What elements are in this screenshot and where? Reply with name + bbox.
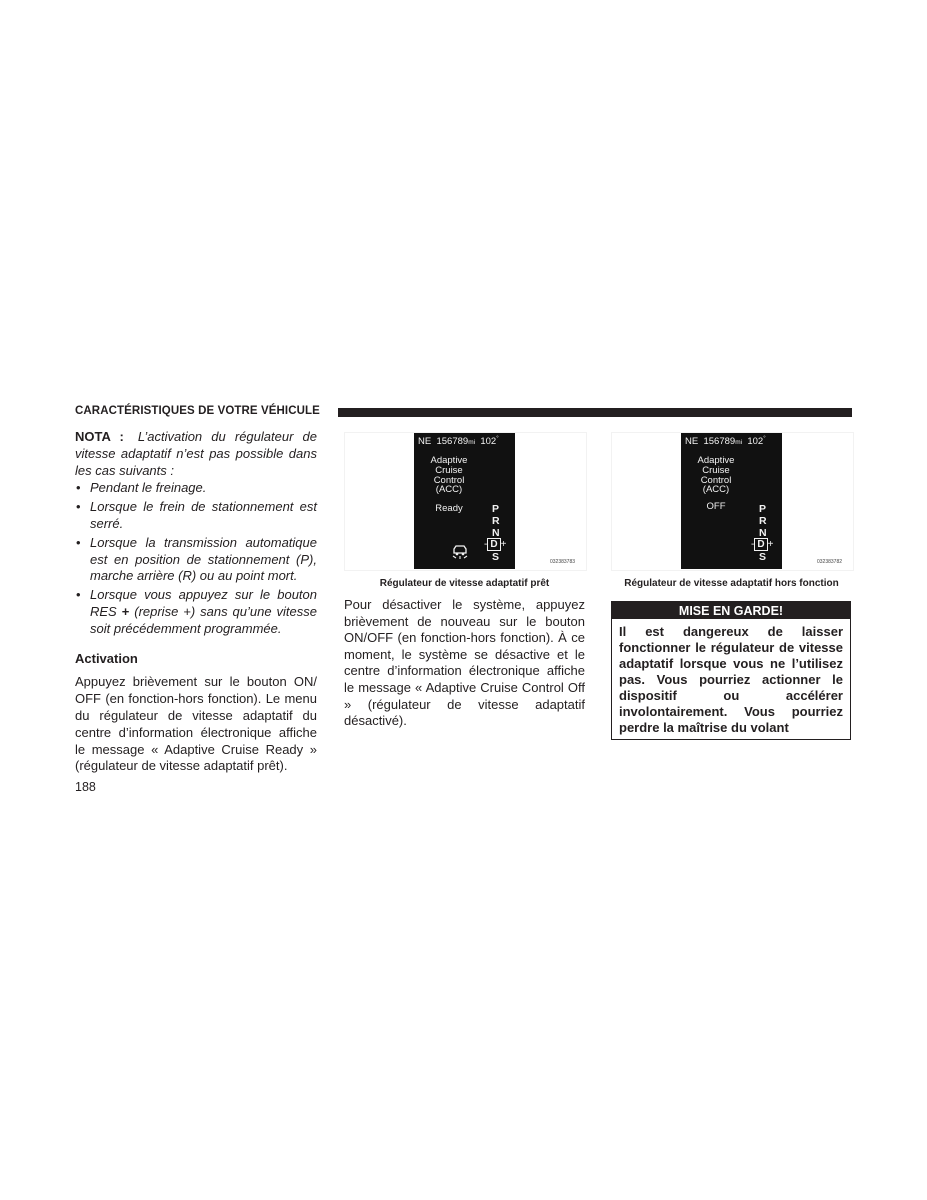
acc-line: Cruise [435, 464, 463, 476]
plus-symbol: + [121, 603, 130, 619]
gear-d: D [487, 538, 500, 551]
compass-heading: NE [685, 436, 699, 447]
gear-r: R [759, 515, 767, 527]
warning-title: MISE EN GARDE! [612, 602, 850, 619]
temperature-value: 102 [480, 436, 497, 447]
odometer-value: 156789 [703, 436, 736, 447]
gear-r: R [492, 515, 500, 527]
acc-label [681, 456, 751, 495]
list-item: • Lorsque le frein de stationnement est serré. [75, 499, 317, 533]
image-caption-ready: Régulateur de vitesse adaptatif prêt [379, 578, 550, 589]
note-label: NOTA : [75, 429, 124, 444]
gear-n: N [759, 527, 767, 539]
acc-line: Control [433, 474, 465, 486]
image-code: 032383782 [817, 559, 843, 565]
cluster-display-image-ready [344, 432, 587, 571]
list-item-text-end: (reprise +) sans qu’une vitesse soit précédemment programmée. [90, 603, 317, 636]
list-item [75, 587, 317, 637]
activation-heading: Activation [75, 650, 138, 666]
gear-d-indicator [484, 539, 506, 550]
page-number: 188 [75, 780, 96, 794]
acc-line: (ACC) [435, 484, 463, 496]
acc-line: Adaptive [697, 455, 735, 466]
compass-heading: NE [418, 436, 432, 447]
odometer-value: 156789 [436, 436, 469, 447]
gear-plus: + [767, 539, 774, 550]
status-line [685, 436, 766, 447]
cluster-display-image-off [611, 432, 854, 571]
note-text: L’activation du régulateur de vitesse adaptatif n’est pas possible dans les cas suivants : [75, 429, 317, 478]
cluster-screen [681, 433, 782, 569]
gear-minus: - [484, 539, 488, 550]
warning-box [611, 601, 851, 740]
acc-label [414, 456, 484, 495]
gear-s: S [759, 551, 767, 563]
image-caption-off: Régulateur de vitesse adaptatif hors fonction [624, 578, 839, 589]
gear-p: P [759, 503, 767, 515]
acc-state-text: OFF [706, 501, 726, 512]
list-item: • Lorsque la transmission automatique est en position de stationnement (P), marche arrière (R) ou au point mort. [75, 535, 317, 585]
warning-text: Il est dangereux de laisser fonctionner le régulateur de vitesse adaptatif lorsque vous ne l’utilisez pas. Vous pourriez actionner le dispositif ou accélérer involontairement. Vous pourriez perdre la maîtrise du volant [619, 624, 843, 735]
gear-d-indicator [751, 539, 773, 550]
gear-plus: + [500, 539, 507, 550]
gear-p: P [492, 503, 500, 515]
condition-list [75, 480, 317, 637]
section-title: CARACTÉRISTIQUES DE VOTRE VÉHICULE [75, 405, 320, 417]
status-line [418, 436, 499, 447]
activation-paragraph: Appuyez brièvement sur le bouton ON/ OFF (en fonction-hors fonction). Le menu du régulateur de vitesse adaptatif du centre d’information électronique affiche le message « Adaptive Cruise Ready » (régulateur de vitesse adaptatif prêt). [75, 674, 317, 774]
left-column [75, 429, 317, 775]
acc-line: Control [700, 474, 732, 486]
odometer-unit: mi [735, 439, 743, 446]
acc-line: Cruise [702, 464, 730, 476]
note-paragraph [75, 429, 317, 479]
cluster-screen [414, 433, 515, 569]
temperature-value: 102 [747, 436, 764, 447]
acc-line: (ACC) [702, 484, 730, 496]
gear-d: D [754, 538, 767, 551]
acc-line: Adaptive [430, 455, 468, 466]
odometer-unit: mi [468, 439, 476, 446]
image-code: 032383783 [550, 559, 576, 565]
degree-symbol: ° [763, 436, 766, 442]
deactivation-paragraph: Pour désactiver le système, appuyez brièvement de nouveau sur le bouton ON/OFF (en fonction-hors fonction). À ce moment, le système se désactive et le centre d’information électronique affiche le message « Adaptive Cruise Control Off » (régulateur de vitesse adaptatif désactivé). [344, 597, 585, 729]
gear-s: S [492, 551, 500, 563]
gear-minus: - [751, 539, 755, 550]
adaptive-cruise-car-icon [451, 545, 469, 560]
list-item-text-start: Lorsque vous appuyez sur le bouton RES [90, 587, 317, 619]
degree-symbol: ° [496, 436, 499, 442]
acc-state-text: Ready [435, 503, 463, 514]
list-item: • Pendant le freinage. [75, 480, 317, 497]
section-divider-bar [338, 408, 852, 417]
gear-n: N [492, 527, 500, 539]
